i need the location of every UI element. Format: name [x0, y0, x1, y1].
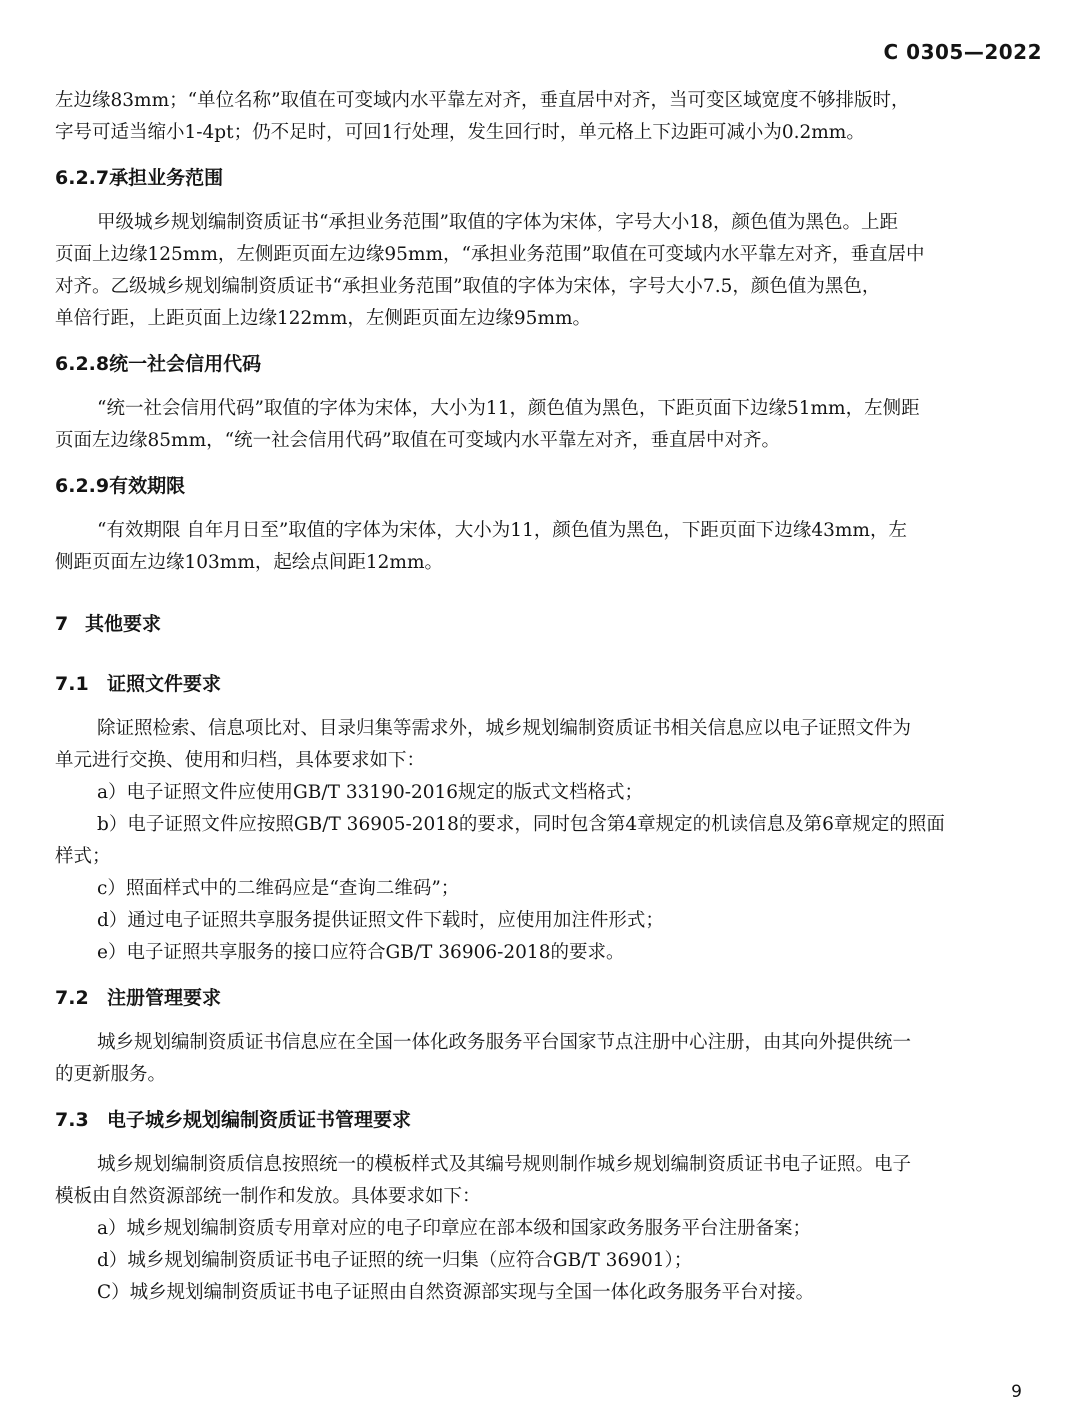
section-heading-7-2	[55, 983, 1045, 1013]
section-heading-7-1	[55, 669, 1045, 699]
page-number: 9	[1011, 1382, 1022, 1402]
section-title: 统一社会信用代码	[109, 353, 262, 375]
list-item: a）电子证照文件应使用GB/T 33190-2016规定的版式文档格式；	[97, 782, 644, 803]
list-item-continuation: 样式；	[55, 846, 111, 867]
paragraph-line: 单倍行距，上距页面上边缘122mm，左侧距页面左边缘95mm。	[55, 308, 592, 329]
paragraph-line: 城乡规划编制资质信息按照统一的模板样式及其编号规则制作城乡规划编制资质证书电子证照。电子	[97, 1154, 912, 1175]
paragraph-line: 除证照检索、信息项比对、目录归集等需求外，城乡规划编制资质证书相关信息应以电子证照文件为	[97, 718, 912, 739]
paragraph-line: 页面左边缘85mm，“统一社会信用代码”取值在可变域内水平靠左对齐，垂直居中对齐。	[55, 430, 781, 451]
list-item: d）通过电子证照共享服务提供证照文件下载时，应使用加注件形式；	[97, 910, 664, 931]
paragraph-line: 字号可适当缩小1-4pt；仍不足时，可回1行处理，发生回行时，单元格上下边距可减小为0.2mm。	[55, 122, 865, 143]
list-item: a）城乡规划编制资质专用章对应的电子印章应在部本级和国家政务服务平台注册备案；	[97, 1218, 812, 1239]
paragraph-line: 对齐。乙级城乡规划编制资质证书“承担业务范围”取值的字体为宋体，字号大小7.5，颜色值为黑色，	[55, 276, 881, 297]
list-item: e）电子证照共享服务的接口应符合GB/T 36906-2018的要求。	[97, 942, 625, 963]
paragraph-line: 页面上边缘125mm，左侧距页面左边缘95mm，“承担业务范围”取值在可变域内水平靠左对齐，垂直居中	[55, 244, 925, 265]
chapter-heading-7	[55, 609, 1045, 639]
document-code: C 0305—2022	[883, 40, 1042, 64]
section-heading-7-3	[55, 1105, 1045, 1135]
section-number: 7.3	[55, 1109, 89, 1131]
paragraph-line: 侧距页面左边缘103mm，起绘点间距12mm。	[55, 552, 444, 573]
list-item: b）电子证照文件应按照GB/T 36905-2018的要求，同时包含第4章规定的机读信息及第6章规定的照面	[97, 814, 945, 835]
chapter-number: 7	[55, 613, 69, 635]
paragraph-line: “统一社会信用代码”取值的字体为宋体，大小为11，颜色值为黑色，下距页面下边缘51mm，左侧距	[97, 398, 920, 419]
section-number: 6.2.9	[55, 475, 110, 497]
list-item: C）城乡规划编制资质证书电子证照由自然资源部实现与全国一体化政务服务平台对接。	[97, 1282, 815, 1303]
section-number: 6.2.8	[55, 353, 110, 375]
paragraph-line: “有效期限 自年月日至”取值的字体为宋体，大小为11，颜色值为黑色，下距页面下边缘43mm，左	[97, 520, 907, 541]
section-number: 6.2.7	[55, 167, 110, 189]
section-title: 证照文件要求	[107, 673, 222, 695]
list-item: c）照面样式中的二维码应是“查询二维码”；	[97, 878, 460, 899]
document-body	[55, 85, 1045, 1309]
paragraph-line: 模板由自然资源部统一制作和发放。具体要求如下：	[55, 1186, 481, 1207]
section-number: 7.2	[55, 987, 89, 1009]
section-heading-6-2-9	[55, 471, 1045, 501]
paragraph-line: 左边缘83mm；“单位名称”取值在可变域内水平靠左对齐，垂直居中对齐，当可变区域宽度不够排版时，	[55, 90, 910, 111]
paragraph-line: 单元进行交换、使用和归档，具体要求如下：	[55, 750, 426, 771]
section-heading-6-2-7	[55, 163, 1045, 193]
section-heading-6-2-8	[55, 349, 1045, 379]
paragraph-line: 的更新服务。	[55, 1064, 167, 1085]
section-title: 承担业务范围	[109, 167, 224, 189]
section-title: 有效期限	[109, 475, 186, 497]
chapter-title: 其他要求	[85, 613, 162, 635]
section-title: 注册管理要求	[107, 987, 222, 1009]
paragraph-line: 甲级城乡规划编制资质证书“承担业务范围”取值的字体为宋体，字号大小18，颜色值为黑色。上距	[97, 212, 898, 233]
list-item: d）城乡规划编制资质证书电子证照的统一归集（应符合GB/T 36901）；	[97, 1250, 693, 1271]
section-number: 7.1	[55, 673, 89, 695]
section-title: 电子城乡规划编制资质证书管理要求	[107, 1109, 412, 1131]
paragraph-line: 城乡规划编制资质证书信息应在全国一体化政务服务平台国家节点注册中心注册，由其向外提供统一	[97, 1032, 912, 1053]
